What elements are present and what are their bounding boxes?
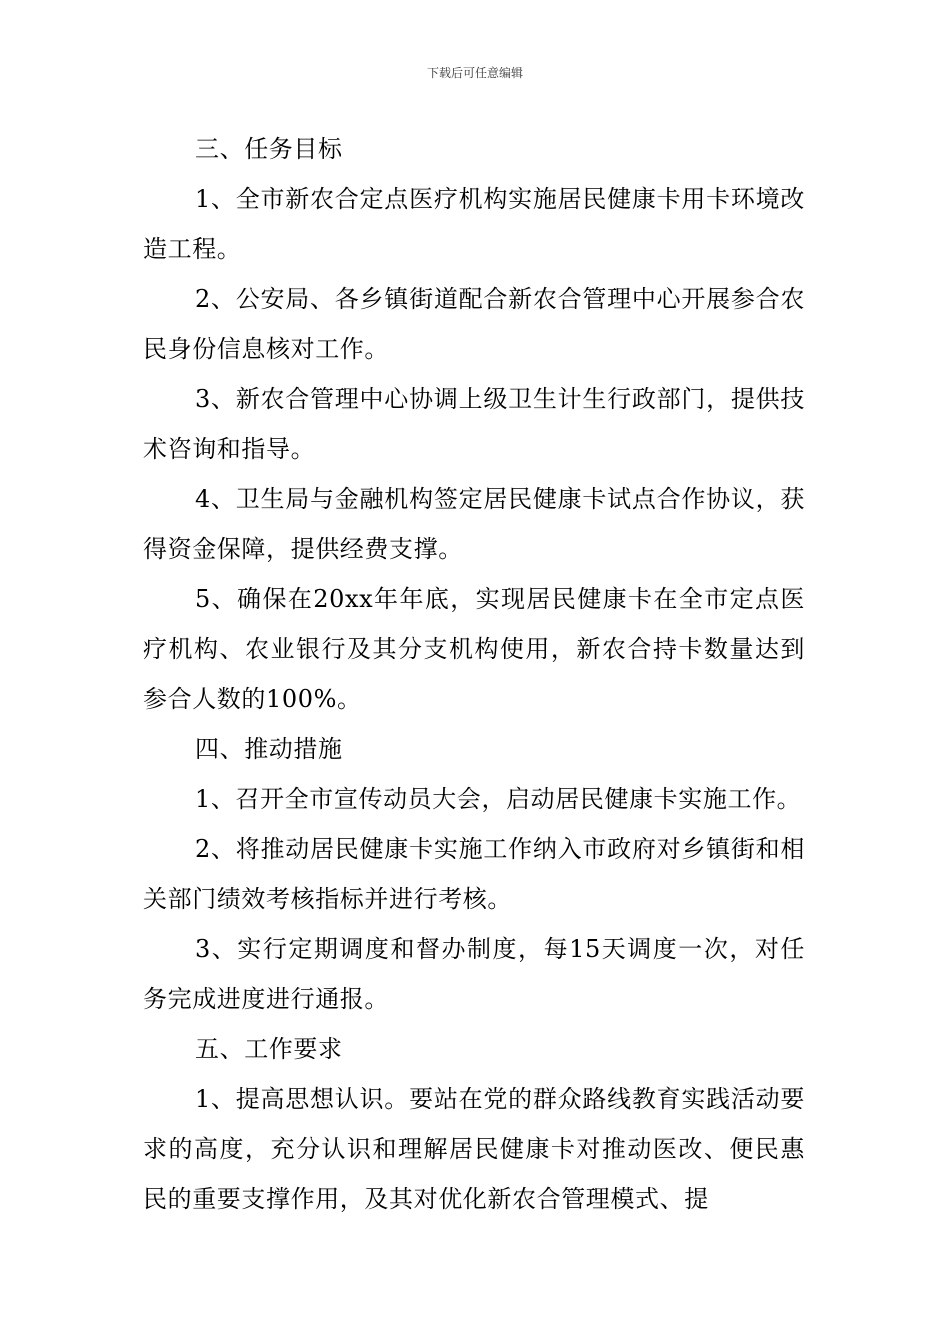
paragraph: 3、实行定期调度和督办制度，每15天调度一次，对任务完成进度进行通报。 <box>143 935 805 1013</box>
paragraph: 1、提高思想认识。要站在党的群众路线教育实践活动要求的高度，充分认识和理解居民健康卡对推动医改、便民惠民的重要支撑作用，及其对优化新农合管理模式、提 <box>143 1085 805 1213</box>
document-body <box>143 124 805 1224</box>
page-header-note: 下载后可任意编辑 <box>426 66 523 80</box>
paragraph: 1、召开全市宣传动员大会，启动居民健康卡实施工作。 <box>195 785 802 813</box>
paragraph: 5、确保在20xx年年底，实现居民健康卡在全市定点医疗机构、农业银行及其分支机构使用，新农合持卡数量达到参合人数的100%。 <box>143 585 805 713</box>
paragraph: 1、全市新农合定点医疗机构实施居民健康卡用卡环境改造工程。 <box>143 185 805 263</box>
paragraph: 4、卫生局与金融机构签定居民健康卡试点合作协议，获得资金保障，提供经费支撑。 <box>143 485 805 563</box>
paragraph: 2、公安局、各乡镇街道配合新农合管理中心开展参合农民身份信息核对工作。 <box>143 285 805 363</box>
section-heading-requirements: 五、工作要求 <box>195 1035 343 1063</box>
section-heading-measures: 四、推动措施 <box>195 735 343 763</box>
paragraph: 3、新农合管理中心协调上级卫生计生行政部门，提供技术咨询和指导。 <box>143 385 805 463</box>
section-heading-task-goals: 三、任务目标 <box>195 135 343 163</box>
paragraph: 2、将推动居民健康卡实施工作纳入市政府对乡镇街和相关部门绩效考核指标并进行考核。 <box>143 835 805 913</box>
